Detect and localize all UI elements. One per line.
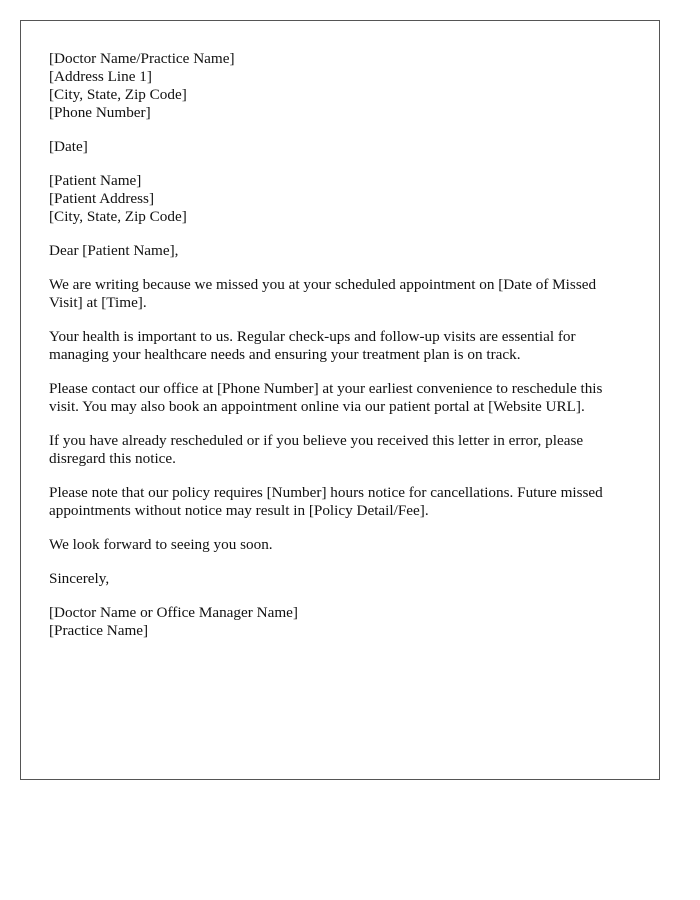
recipient-address: [Patient Address] (49, 190, 155, 207)
body-paragraph-look-forward: We look forward to seeing you soon. (49, 536, 273, 553)
sender-phone: [Phone Number] (49, 104, 151, 121)
recipient-name: [Patient Name] (49, 172, 142, 189)
body-paragraph-cancellation-policy: Please note that our policy requires [Number] hours notice for cancellations. Future missed appointments without notice may result in [Policy Detail/Fee]. (49, 484, 603, 519)
signature-name: [Doctor Name or Office Manager Name] (49, 604, 298, 621)
recipient-city-state-zip: [City, State, Zip Code] (49, 208, 187, 225)
body-paragraph-health-importance: Your health is important to us. Regular check-ups and follow-up visits are essential for managing your healthcare needs and ensuring your treatment plan is on track. (49, 328, 576, 363)
closing: Sincerely, (49, 570, 110, 587)
body-paragraph-disregard-notice: If you have already rescheduled or if you believe you received this letter in error, please disregard this notice. (49, 432, 584, 467)
sender-address-line-1: [Address Line 1] (49, 68, 152, 85)
letter-page (20, 20, 660, 780)
letter-date: [Date] (49, 138, 88, 155)
signature-practice: [Practice Name] (49, 622, 149, 639)
sender-address-block (49, 50, 631, 122)
body-paragraph-contact-office: Please contact our office at [Phone Number] at your earliest convenience to reschedule this visit. You may also book an appointment online via our patient portal at [Website URL]. (49, 380, 603, 415)
date-block (49, 138, 631, 156)
recipient-address-block (49, 172, 631, 226)
salutation: Dear [Patient Name], (49, 242, 179, 259)
sender-name: [Doctor Name/Practice Name] (49, 50, 235, 67)
signature-block (49, 604, 631, 640)
sender-city-state-zip: [City, State, Zip Code] (49, 86, 187, 103)
body-paragraph-missed-appointment: We are writing because we missed you at your scheduled appointment on [Date of Missed Visit] at [Time]. (49, 276, 597, 311)
